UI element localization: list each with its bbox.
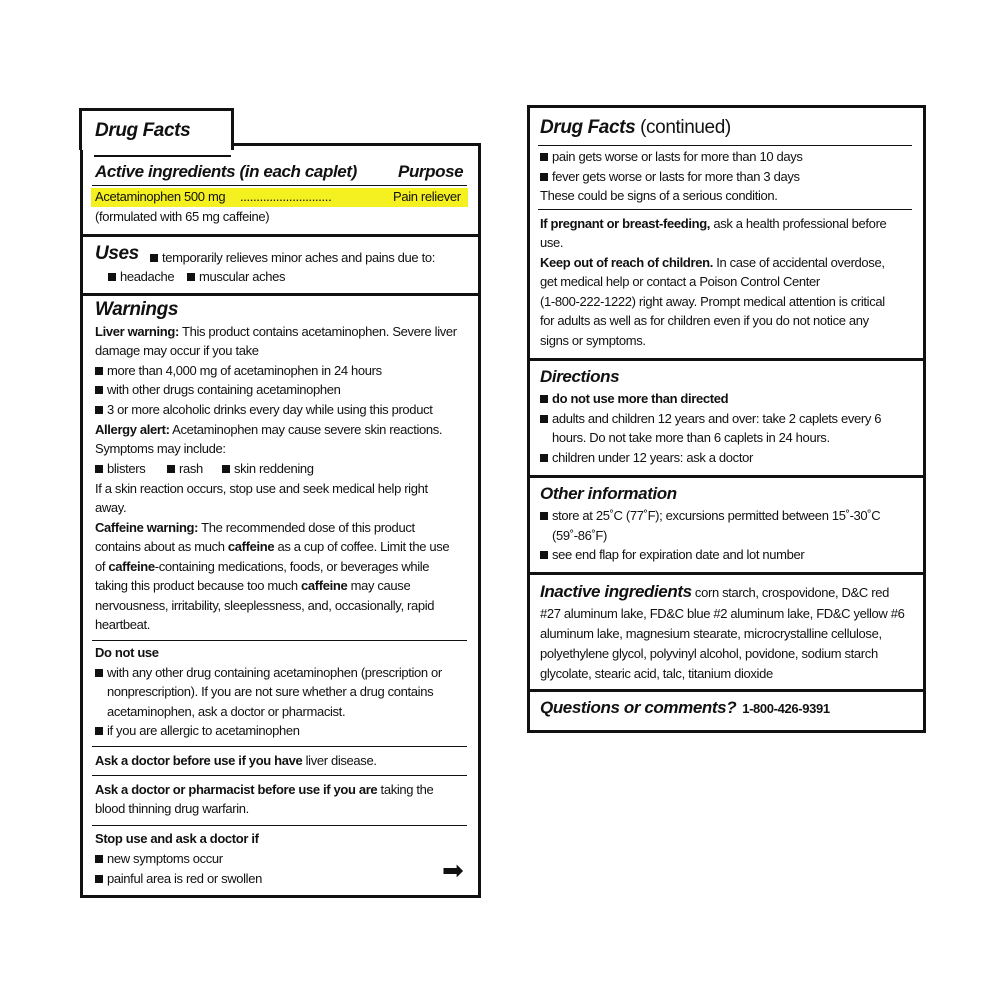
bullet-icon bbox=[167, 465, 175, 473]
caffeine-line-6: heartbeat. bbox=[95, 617, 151, 632]
ask-pharmacist-line2: blood thinning drug warfarin. bbox=[95, 801, 249, 816]
uses-title: Uses bbox=[95, 243, 139, 264]
keep-line-3: (1-800-222-1222) right away. Prompt medical attention is critical bbox=[540, 294, 885, 309]
bullet-icon bbox=[95, 406, 103, 414]
keep-out-of-reach: Keep out of reach of children. In case of accidental overdose, bbox=[540, 255, 885, 270]
do-not-use-bullet-1-line3: acetaminophen, ask a doctor or pharmacist. bbox=[107, 704, 346, 719]
active-ingredient-name: Acetaminophen 500 mg bbox=[95, 189, 226, 204]
stop-use-bullet-3: pain gets worse or lasts for more than 10 days bbox=[540, 147, 803, 167]
bullet-icon bbox=[95, 875, 103, 883]
liver-bullet-2: with other drugs containing acetaminophen bbox=[95, 380, 341, 400]
bullet-icon bbox=[108, 273, 116, 281]
skin-reaction-text: If a skin reaction occurs, stop use and seek medical help right bbox=[95, 481, 428, 496]
bullet-icon bbox=[95, 386, 103, 394]
inactive-line-4: polyethylene glycol, polyvinyl alcohol, povidone, sodium starch bbox=[540, 646, 878, 661]
bullet-icon bbox=[540, 153, 548, 161]
bullet-icon bbox=[95, 855, 103, 863]
bullet-icon bbox=[95, 669, 103, 677]
directions-bullet-2-line2: hours. Do not take more than 6 caplets in 24 hours. bbox=[552, 430, 830, 445]
bullet-icon bbox=[540, 551, 548, 559]
stop-use-bullet-4: fever gets worse or lasts for more than 3 days bbox=[540, 167, 800, 187]
bullet-icon bbox=[187, 273, 195, 281]
caffeine-line-4: taking this product because too much caffeine may cause bbox=[95, 578, 411, 593]
sub-divider bbox=[92, 825, 467, 826]
header-underline bbox=[92, 185, 467, 186]
ask-pharmacist: Ask a doctor or pharmacist before use if you are taking the bbox=[95, 782, 434, 797]
liver-warning-line2: damage may occur if you take bbox=[95, 343, 259, 358]
allergy-alert: Allergy alert: Acetaminophen may cause severe skin reactions. bbox=[95, 422, 443, 437]
directions-bullet-3: children under 12 years: ask a doctor bbox=[540, 448, 753, 468]
formulation-note: (formulated with 65 mg caffeine) bbox=[95, 209, 270, 224]
symptom-blisters: blisters bbox=[95, 459, 145, 479]
inactive-ingredients: Inactive ingredients corn starch, crospovidone, D&C red bbox=[540, 582, 889, 601]
bullet-icon bbox=[222, 465, 230, 473]
purpose-header: Purpose bbox=[398, 162, 464, 181]
active-ingredients-header: Active ingredients (in each caplet) bbox=[95, 162, 357, 181]
keep-line-4: for adults as well as for children even if you do not notice any bbox=[540, 313, 869, 328]
section-divider bbox=[527, 572, 926, 575]
inactive-line-5: glycolate, stearic acid, talc, titanium dioxide bbox=[540, 666, 773, 681]
sub-divider bbox=[92, 775, 467, 776]
section-divider bbox=[527, 475, 926, 478]
bullet-icon bbox=[150, 254, 158, 262]
questions-line: Questions or comments? 1-800-426-9391 bbox=[540, 698, 830, 717]
bullet-icon bbox=[540, 395, 548, 403]
continued-title: Drug Facts (continued) bbox=[540, 117, 731, 138]
do-not-use-bullet-1: with any other drug containing acetaminophen (prescription or bbox=[95, 663, 442, 683]
other-information-title: Other information bbox=[540, 484, 677, 503]
drug-facts-title: Drug Facts bbox=[95, 120, 191, 141]
section-divider bbox=[80, 234, 481, 237]
liver-bullet-3: 3 or more alcoholic drinks every day while using this product bbox=[95, 400, 432, 420]
do-not-use-bullet-1-line2: nonprescription). If you are not sure whether a drug contains bbox=[107, 684, 434, 699]
stop-use-title: Stop use and ask a doctor if bbox=[95, 831, 259, 846]
liver-warning: Liver warning: This product contains acetaminophen. Severe liver bbox=[95, 324, 457, 339]
serious-condition-note: These could be signs of a serious condition. bbox=[540, 188, 778, 203]
sub-divider bbox=[92, 746, 467, 747]
warnings-title: Warnings bbox=[95, 299, 179, 320]
ask-doctor: Ask a doctor before use if you have liver disease. bbox=[95, 753, 377, 768]
sub-divider bbox=[538, 209, 912, 210]
use-muscular-aches: muscular aches bbox=[187, 267, 285, 287]
stop-use-bullet-1: new symptoms occur bbox=[95, 849, 223, 869]
symptom-skin-reddening: skin reddening bbox=[222, 459, 314, 479]
bullet-icon bbox=[95, 367, 103, 375]
bullet-icon bbox=[540, 173, 548, 181]
directions-title: Directions bbox=[540, 367, 620, 386]
leader-dots: ............................ bbox=[240, 189, 332, 204]
continued-arrow-icon: ➡ bbox=[442, 856, 464, 886]
active-ingredient-purpose: Pain reliever bbox=[393, 189, 461, 204]
caffeine-line-3: of caffeine-containing medications, foods, or beverages while bbox=[95, 559, 430, 574]
other-info-bullet-1-line2: (59˚-86˚F) bbox=[552, 528, 608, 543]
bullet-icon bbox=[540, 454, 548, 462]
pregnancy-warning-line2: use. bbox=[540, 235, 564, 250]
pregnancy-warning: If pregnant or breast-feeding, ask a health professional before bbox=[540, 216, 887, 231]
title-underline-right bbox=[538, 145, 912, 146]
use-headache: headache bbox=[108, 267, 174, 287]
caffeine-line-2: contains about as much caffeine as a cup of coffee. Limit the use bbox=[95, 539, 450, 554]
allergy-alert-line2: Symptoms may include: bbox=[95, 441, 226, 456]
bullet-icon bbox=[540, 512, 548, 520]
skin-reaction-text-2: away. bbox=[95, 500, 127, 515]
section-divider bbox=[527, 689, 926, 692]
section-divider bbox=[527, 358, 926, 361]
uses-line: temporarily relieves minor aches and pains due to: bbox=[150, 248, 435, 268]
liver-bullet-1: more than 4,000 mg of acetaminophen in 24 hours bbox=[95, 361, 382, 381]
section-divider bbox=[80, 293, 481, 296]
other-info-bullet-2: see end flap for expiration date and lot number bbox=[540, 545, 804, 565]
caffeine-warning: Caffeine warning: The recommended dose of this product bbox=[95, 520, 415, 535]
bullet-icon bbox=[95, 727, 103, 735]
inactive-line-3: aluminum lake, magnesium stearate, microcrystalline cellulose, bbox=[540, 626, 882, 641]
other-info-bullet-1: store at 25˚C (77˚F); excursions permitted between 15˚-30˚C bbox=[540, 506, 880, 526]
symptom-rash: rash bbox=[167, 459, 203, 479]
title-underline bbox=[94, 155, 231, 157]
bullet-icon bbox=[540, 415, 548, 423]
bullet-icon bbox=[95, 465, 103, 473]
do-not-use-title: Do not use bbox=[95, 645, 159, 660]
inactive-line-2: #27 aluminum lake, FD&C blue #2 aluminum lake, FD&C yellow #6 bbox=[540, 606, 905, 621]
stop-use-bullet-2: painful area is red or swollen bbox=[95, 869, 262, 889]
directions-bullet-2: adults and children 12 years and over: take 2 caplets every 6 bbox=[540, 409, 881, 429]
caffeine-line-5: nervousness, irritability, sleeplessness, and, occasionally, rapid bbox=[95, 598, 435, 613]
keep-line-2: get medical help or contact a Poison Control Center bbox=[540, 274, 820, 289]
directions-bullet-1: do not use more than directed bbox=[540, 389, 728, 409]
do-not-use-bullet-2: if you are allergic to acetaminophen bbox=[95, 721, 300, 741]
sub-divider bbox=[92, 640, 467, 641]
keep-line-5: signs or symptoms. bbox=[540, 333, 646, 348]
